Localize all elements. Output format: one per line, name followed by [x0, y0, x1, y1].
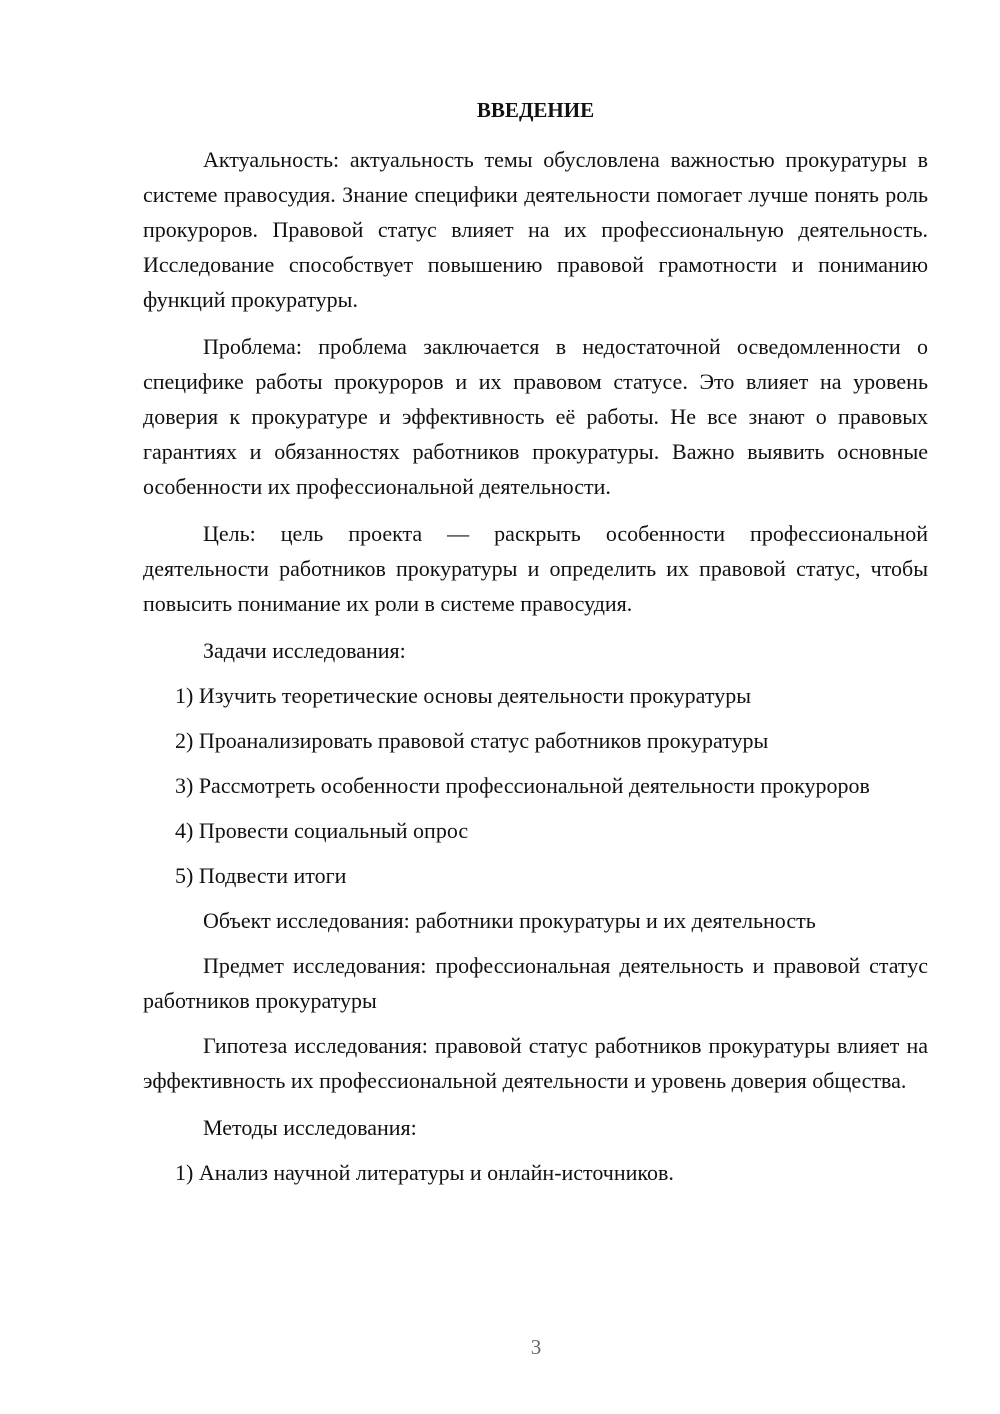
page-number: 3 — [530, 1335, 542, 1359]
task-item: 5) Подвести итоги — [175, 863, 347, 888]
tasks-heading: Задачи исследования: — [203, 638, 406, 663]
task-item: 1) Изучить теоретические основы деятельности прокуратуры — [175, 683, 751, 708]
task-item: 3) Рассмотреть особенности профессиональной деятельности прокуроров — [175, 773, 870, 798]
section-title: ВВЕДЕНИЕ — [476, 98, 595, 122]
relevance-paragraph: Актуальность: актуальность темы обусловлена важностью прокуратуры в системе правосудия. Знание специфики деятельности помогает лучше понять роль прокуроров. Правовой статус влияет на их профессиональную деятельность. Исследование способствует повышению правовой грамотности и пониманию функций прокуратуры. — [143, 147, 928, 312]
task-item: 2) Проанализировать правовой статус работников прокуратуры — [175, 728, 769, 753]
methods-heading: Методы исследования: — [203, 1115, 417, 1140]
subject-paragraph: Предмет исследования: профессиональная деятельность и правовой статус работников прокуратуры — [143, 953, 928, 1013]
object-paragraph: Объект исследования: работники прокуратуры и их деятельность — [203, 908, 816, 933]
problem-paragraph: Проблема: проблема заключается в недостаточной осведомленности о специфике работы прокуроров и их правовом статусе. Это влияет на уровень доверия к прокуратуре и эффективность её работы. Не все знают о правовых гарантиях и обязанностях работников прокуратуры. Важно выявить основные особенности их профессиональной деятельности. — [143, 334, 928, 499]
goal-paragraph: Цель: цель проекта — раскрыть особенности профессиональной деятельности работников прокуратуры и определить их правовой статус, чтобы повысить понимание их роли в системе правосудия. — [143, 521, 928, 616]
method-item: 1) Анализ научной литературы и онлайн-источников. — [175, 1160, 674, 1185]
page-content — [143, 94, 928, 1190]
hypothesis-paragraph: Гипотеза исследования: правовой статус работников прокуратуры влияет на эффективность их профессиональной деятельности и уровень доверия общества. — [143, 1033, 928, 1093]
task-item: 4) Провести социальный опрос — [175, 818, 469, 843]
